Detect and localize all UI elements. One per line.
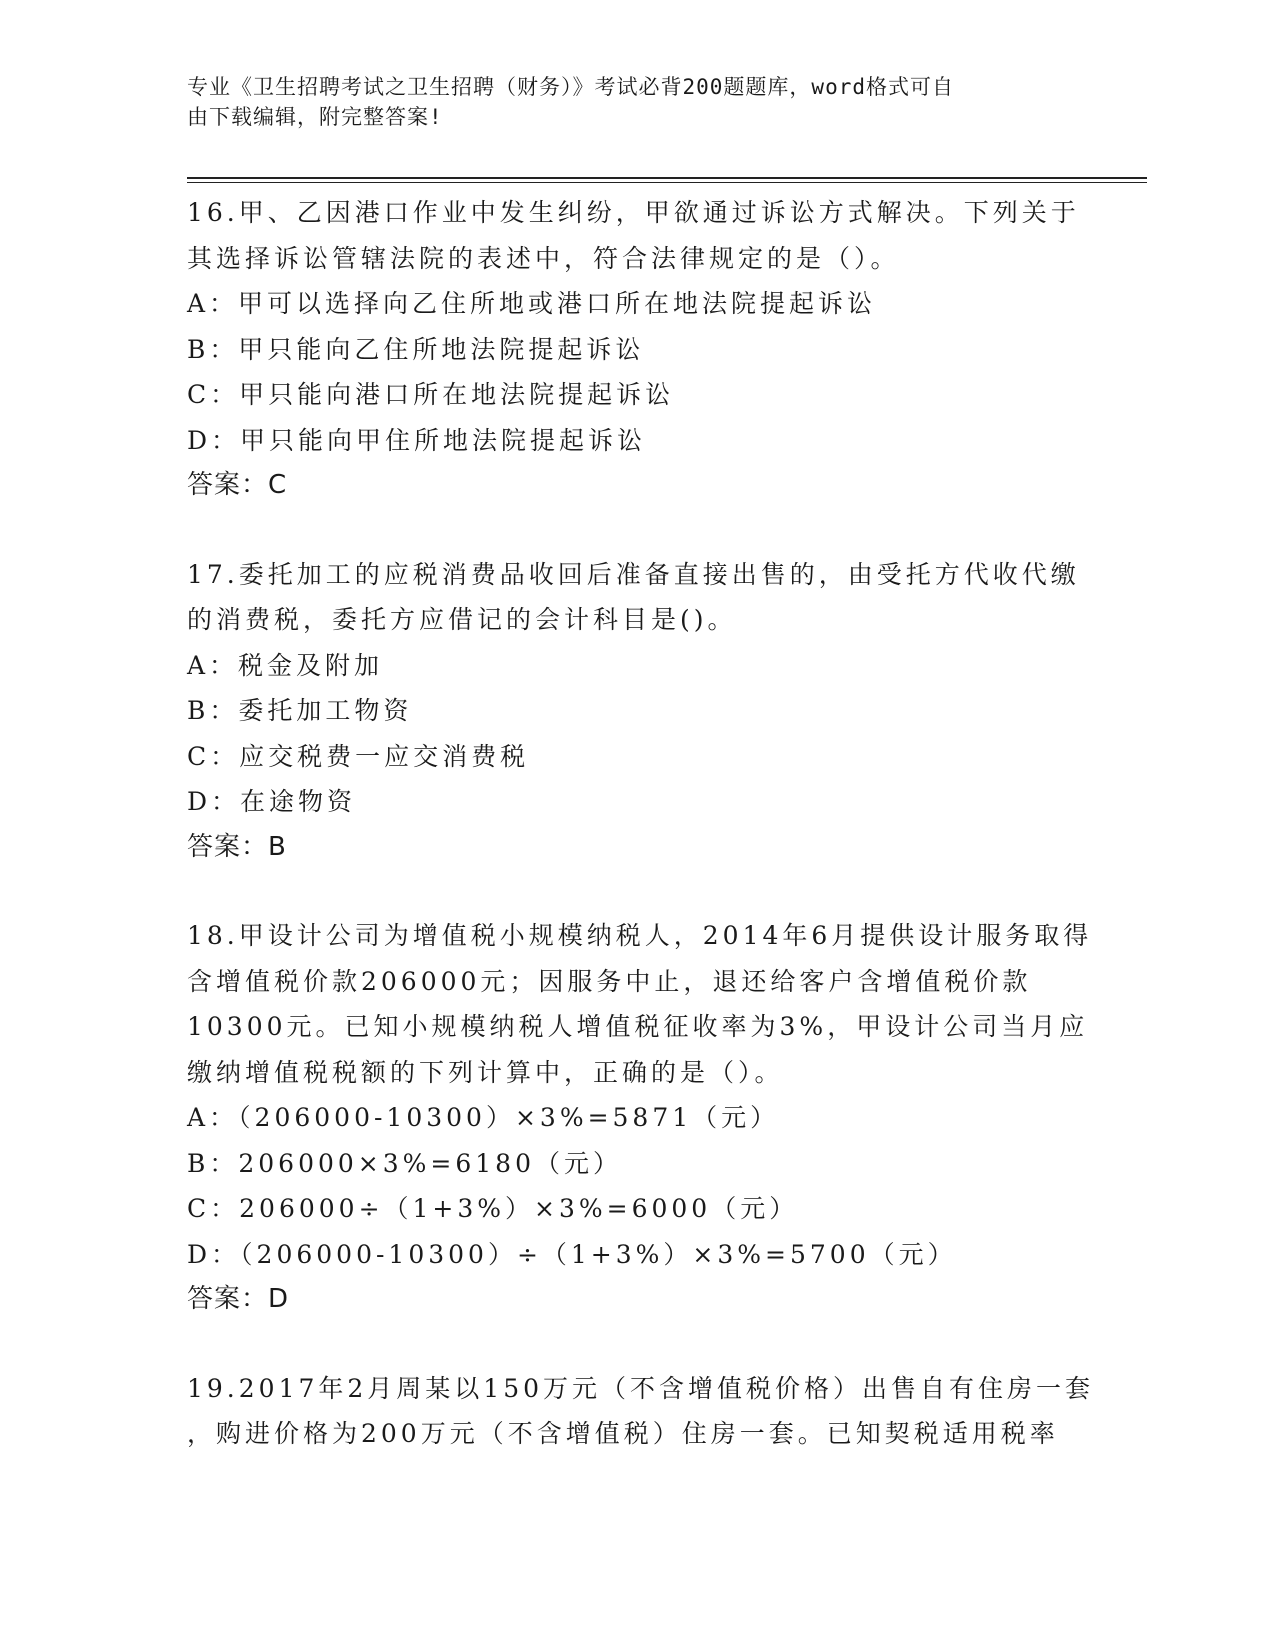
answer-line: 答案：D <box>187 1284 290 1314</box>
option-d: D：在途物资 <box>187 787 357 816</box>
answer-line: 答案：B <box>187 831 287 862</box>
header-line-2: 由下载编辑，附完整答案! <box>187 105 443 129</box>
question-text-line: 的消费税，委托方应借记的会计科目是()。 <box>187 605 737 634</box>
question-text-line: 其选择诉讼管辖法院的表述中，符合法律规定的是（）。 <box>187 243 900 273</box>
question-19 <box>187 1366 1095 1457</box>
answer-line: 答案：C <box>187 470 288 500</box>
question-text-line: 10300元。已知小规模纳税人增值税征收率为3%，甲设计公司当月应 <box>187 1012 1089 1041</box>
option-d: D：甲只能向甲住所地法院提起诉讼 <box>187 425 647 455</box>
option-d: D：（206000-10300）÷（1+3%）×3%=5700（元） <box>187 1239 957 1269</box>
header-divider-thin <box>187 182 1147 183</box>
option-b: B：委托加工物资 <box>187 696 413 725</box>
option-c: C：甲只能向港口所在地法院提起诉讼 <box>187 380 675 409</box>
question-16 <box>187 190 1087 509</box>
document-header-note <box>187 72 1067 132</box>
header-divider-thick <box>187 177 1147 179</box>
question-17 <box>187 552 1087 871</box>
question-text-line: 16.甲、乙因港口作业中发生纠纷，甲欲通过诉讼方式解决。下列关于 <box>187 198 1080 227</box>
option-a: A：甲可以选择向乙住所地或港口所在地法院提起诉讼 <box>187 289 877 318</box>
option-a: A：税金及附加 <box>187 650 384 680</box>
question-text-line: 17.委托加工的应税消费品收回后准备直接出售的，由受托方代收代缴 <box>187 559 1080 589</box>
header-line-1: 专业《卫生招聘考试之卫生招聘（财务）》考试必背200题题库，word格式可自 <box>187 75 954 99</box>
question-list <box>187 190 1095 1457</box>
option-c: C：206000÷（1+3%）×3%=6000（元） <box>187 1194 799 1223</box>
question-text-line: 19.2017年2月周某以150万元（不含增值税价格）出售自有住房一套 <box>187 1373 1095 1403</box>
option-a: A：（206000-10300）×3%=5871（元） <box>187 1103 780 1132</box>
option-c: C：应交税费一应交消费税 <box>187 741 530 771</box>
option-b: B：206000×3%=6180（元） <box>187 1148 622 1178</box>
option-b: B：甲只能向乙住所地法院提起诉讼 <box>187 334 645 364</box>
question-18 <box>187 913 1093 1323</box>
question-text-line: 18.甲设计公司为增值税小规模纳税人，2014年6月提供设计服务取得 <box>187 921 1093 950</box>
question-text-line: ，购进价格为200万元（不含增值税）住房一套。已知契税适用税率 <box>187 1419 1059 1448</box>
question-text-line: 缴纳增值税税额的下列计算中，正确的是（）。 <box>187 1057 784 1087</box>
question-text-line: 含增值税价款206000元；因服务中止，退还给客户含增值税价款 <box>187 966 1032 996</box>
